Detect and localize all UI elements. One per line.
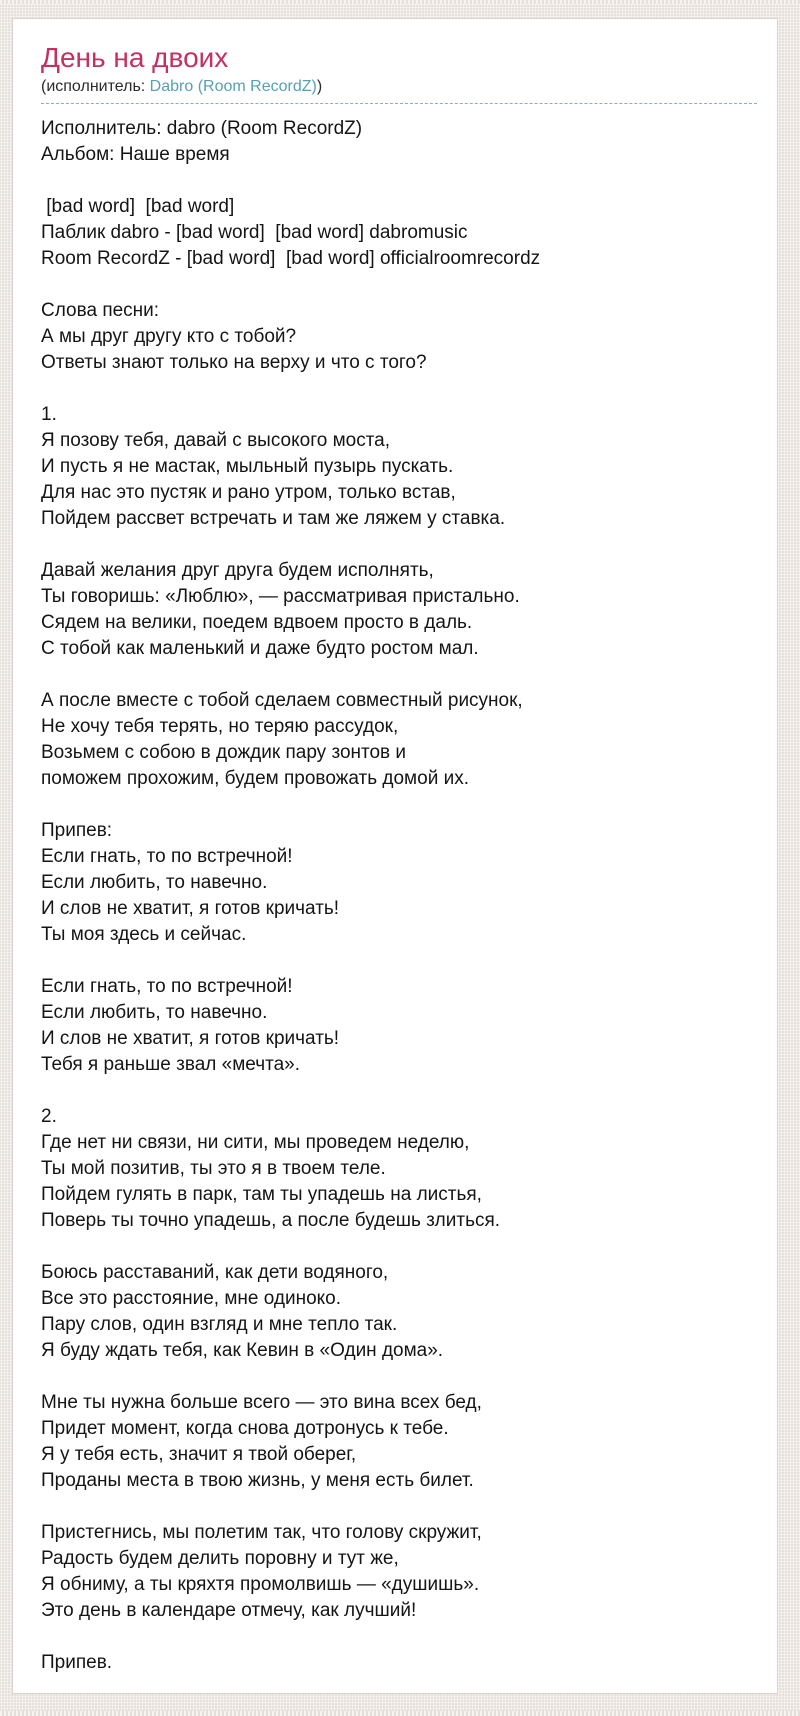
page-bottom-texture-strip [0,1711,800,1716]
lyric-line [41,1364,757,1390]
lyric-line: И слов не хватит, я готов кричать! [41,897,340,919]
lyric-line: Проданы места в твою жизнь, у меня есть билет. [41,1469,474,1491]
lyric-line: Пристегнись, мы полетим так, что голову скружит, [41,1521,482,1543]
lyric-line: Поверь ты точно упадешь, а после будешь злиться. [41,1209,501,1231]
lyric-line: Я буду ждать тебя, как Кевин в «Один дома». [41,1339,444,1361]
lyric-line [41,1078,757,1104]
lyric-line: А после вместе с тобой сделаем совместный рисунок, [41,689,523,711]
lyric-line: Слова песни: [41,299,160,321]
lyric-line [41,376,757,402]
lyric-line: Паблик dabro - [bad word] [bad word] dabromusic [41,221,468,243]
lyric-line: поможем прохожим, будем провожать домой их. [41,767,469,789]
lyric-line [41,168,757,194]
subtitle-suffix: ) [316,77,323,95]
lyric-line: Если гнать, то по встречной! [41,845,293,867]
lyric-line: Ты моя здесь и сейчас. [41,923,247,945]
lyric-line [41,532,757,558]
page-top-texture-strip [0,0,800,4]
song-title: День на двоих [41,42,229,73]
lyric-line: Тебя я раньше звал «мечта». [41,1053,300,1075]
lyric-line: 1. [41,403,57,425]
lyric-line [41,662,757,688]
lyric-line: Где нет ни связи, ни сити, мы проведем неделю, [41,1131,470,1153]
lyric-line: Ты мой позитив, ты это я в твоем теле. [41,1157,386,1179]
lyric-line: Я обниму, а ты кряхтя промолвишь — «душишь». [41,1573,480,1595]
lyric-line: Припев. [41,1651,113,1673]
lyrics-card [12,18,778,1694]
lyric-line: Для нас это пустяк и рано утром, только встав, [41,481,456,503]
lyric-line: Мне ты нужна больше всего — это вина всех бед, [41,1391,482,1413]
lyric-line: Я у тебя есть, значит я твой оберег, [41,1443,357,1465]
lyric-line: Room RecordZ - [bad word] [bad word] officialroomrecordz [41,247,541,269]
lyric-line: Это день в календаре отмечу, как лучший! [41,1599,417,1621]
lyric-line: Все это расстояние, мне одиноко. [41,1287,342,1309]
lyric-line: Я позову тебя, давай с высокого моста, [41,429,391,451]
lyric-line [41,948,757,974]
lyric-line [41,792,757,818]
lyric-line: Если любить, то навечно. [41,1001,268,1023]
subtitle-prefix: (исполнитель: [41,77,150,95]
lyric-line: Ответы знают только на верху и что с того? [41,351,427,373]
lyric-line [41,1494,757,1520]
lyric-line: С тобой как маленький и даже будто ростом мал. [41,637,479,659]
lyric-line: Если гнать, то по встречной! [41,975,293,997]
artist-link[interactable]: Dabro (Room RecordZ) [149,77,317,95]
lyric-line: Придет момент, когда снова дотронусь к тебе. [41,1417,449,1439]
lyric-line: Исполнитель: dabro (Room RecordZ) [41,117,363,139]
lyric-line: Боюсь расставаний, как дети водяного, [41,1261,389,1283]
lyric-line: А мы друг другу кто с тобой? [41,325,297,347]
lyric-line: Давай желания друг друга будем исполнять, [41,559,434,581]
lyric-line: Сядем на велики, поедем вдвоем просто в даль. [41,611,473,633]
lyric-line: Припев: [41,819,113,841]
lyric-line [41,1624,757,1650]
lyric-line: [bad word] [bad word] [41,195,235,217]
lyrics [41,116,757,1676]
lyric-line: Ты говоришь: «Люблю», — рассматривая пристально. [41,585,520,607]
lyric-line: Радость будем делить поровну и тут же, [41,1547,399,1569]
lyric-line: Возьмем с собою в дождик пару зонтов и [41,741,407,763]
lyric-line: Альбом: Наше время [41,143,230,165]
lyric-line: Пару слов, один взгляд и мне тепло так. [41,1313,398,1335]
lyric-line: И слов не хватит, я готов кричать! [41,1027,340,1049]
lyric-line: 2. [41,1105,57,1127]
lyric-line: Пойдем гулять в парк, там ты упадешь на листья, [41,1183,482,1205]
lyric-line: И пусть я не мастак, мыльный пузырь пускать. [41,455,454,477]
dashed-divider [41,103,757,104]
lyric-line: Если любить, то навечно. [41,871,268,893]
lyric-line: Не хочу тебя терять, но теряю рассудок, [41,715,399,737]
lyric-line [41,272,757,298]
lyric-line: Пойдем рассвет встречать и там же ляжем у ставка. [41,507,506,529]
song-subtitle [41,77,757,96]
lyric-line [41,1234,757,1260]
